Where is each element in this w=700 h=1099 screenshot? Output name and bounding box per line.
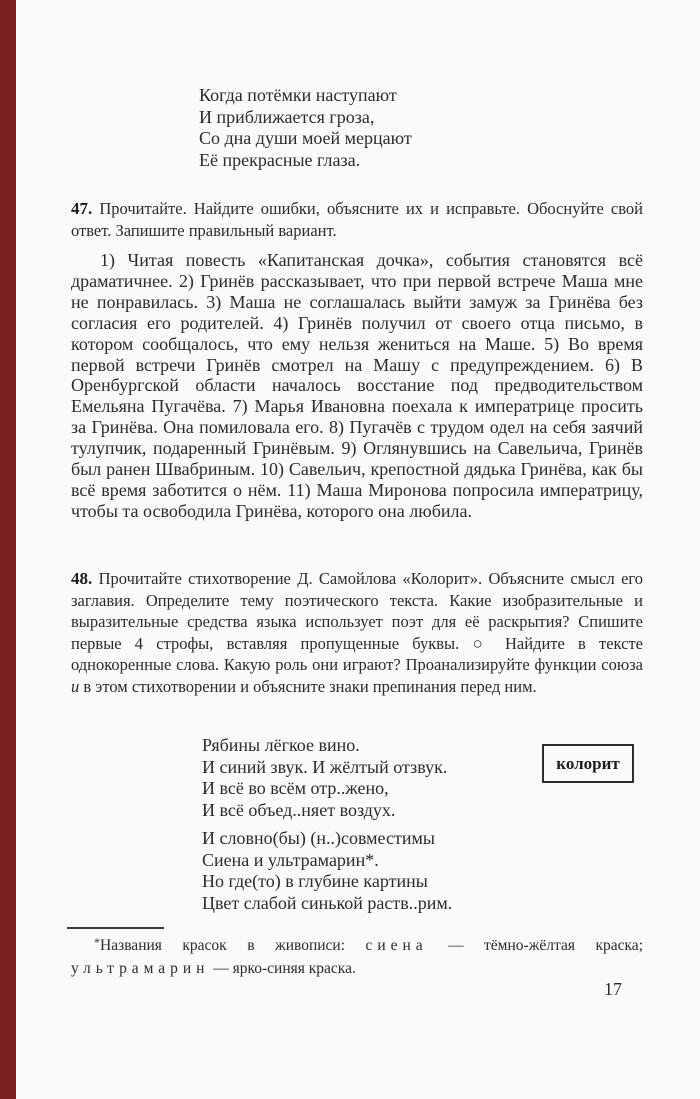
- poem-line: И синий звук. И жёлтый отзвук.: [202, 756, 448, 777]
- left-binding-stripe: [0, 0, 16, 1099]
- footnote-term-siena-definition: — тёмно-жёлтая краска;: [448, 937, 643, 954]
- poem-line: Её прекрасные глаза.: [199, 149, 361, 170]
- poem-line: Когда потёмки наступают: [199, 85, 397, 105]
- footnote-lead: Названия красок в живописи:: [100, 937, 346, 954]
- footnote-term-ultramarine: ультрамарин: [71, 959, 210, 977]
- poem-line: И всё объед..няет воздух.: [202, 799, 396, 820]
- poem-kolorit-stanza-2: [202, 828, 643, 914]
- footnote-term-ultramarine-definition: — ярко-синяя краска.: [213, 959, 356, 977]
- poem-line: Со дна души моей мерцают: [199, 128, 412, 148]
- exercise-47-instruction-text: Прочитайте. Найдите ошибки, объясните их и исправьте. Обоснуйте свой ответ. Запишите правильный вариант.: [71, 199, 643, 240]
- poem-epigraph: [199, 85, 412, 171]
- exercise-47-instruction: [71, 198, 643, 241]
- poem-line: Цвет слабой синькой раств..рим.: [202, 892, 453, 913]
- exercise-48-instruction-part1: Прочитайте стихотворение Д. Самойлова «Колорит». Объясните смысл его заглавия. Определите тему поэтического текста. Какие изобразительные и выразительные средства языка использует поэт для её раскрытия? Спишите первые 4 строфы, вставляя пропущенные буквы.: [71, 569, 643, 653]
- footnote: [71, 931, 643, 980]
- exercise-48-instruction: [71, 568, 643, 697]
- poem-line: Сиена и ультрамарин*.: [202, 849, 379, 870]
- page-content: [71, 0, 643, 1099]
- exercise-47-number: 47.: [71, 199, 93, 218]
- poem-line: Рябины лёгкое вино.: [202, 735, 360, 755]
- task-circle-icon: ○: [472, 633, 492, 653]
- footnote-term-siena: сиена: [365, 937, 428, 954]
- conjunction-i-italic: и: [71, 676, 80, 696]
- exercise-47-text-paragraph: 1) Читая повесть «Капитанская дочка», события становятся всё драматичнее. 2) Гринёв рассказывает, что при первой встрече Маша мне не понравилась. 3) Маша не соглашалась выйти замуж за Гринёва без согласия его родителей. 4) Гринёв получил от своего отца письмо, в котором сообщалось, что ему нельзя жениться на Маше. 5) Во время первой встречи Гринёв смотрел на Машу с предупреждением. 6) В Оренбургской области началось восстание под предводительством Емельяна Пугачёва. 7) Марья Ивановна поехала к императрице просить за Гринёва. Она помиловала его. 8) Пугачёв с трудом одел на себя заячий тулупчик, подаренный Гринёвым. 9) Оглянувшись на Савельича, Гринёв был ранен Швабриным. 10) Савельич, крепостной дядька Гринёва, как бы всё время заботится о нём. 11) Маша Миронова попросила императрицу, чтобы та освободила Гринёва, которого она любила.: [71, 250, 643, 521]
- exercise-48-instruction-part2: Найдите в тексте однокоренные слова. Какую роль они играют? Проанализируйте функции союза: [71, 633, 644, 674]
- exercise-48-instruction-part3: в этом стихотворении и объясните знаки препинания перед ним.: [83, 676, 537, 696]
- footnote-asterisk: *: [94, 935, 100, 949]
- page-number: 17: [604, 979, 622, 999]
- poem-kolorit-block: [71, 735, 643, 925]
- poem-line: И приближается гроза,: [199, 106, 375, 127]
- exercise-48-number: 48.: [71, 569, 93, 588]
- poem-line: И словно(бы) (н..)совместимы: [202, 828, 435, 848]
- margin-term-label: колорит: [556, 753, 620, 773]
- footnote-divider: [67, 927, 164, 929]
- margin-term-box: [542, 744, 634, 783]
- poem-line: Но где(то) в глубине картины: [202, 871, 428, 891]
- poem-line: И всё во всём отр..жено,: [202, 778, 389, 798]
